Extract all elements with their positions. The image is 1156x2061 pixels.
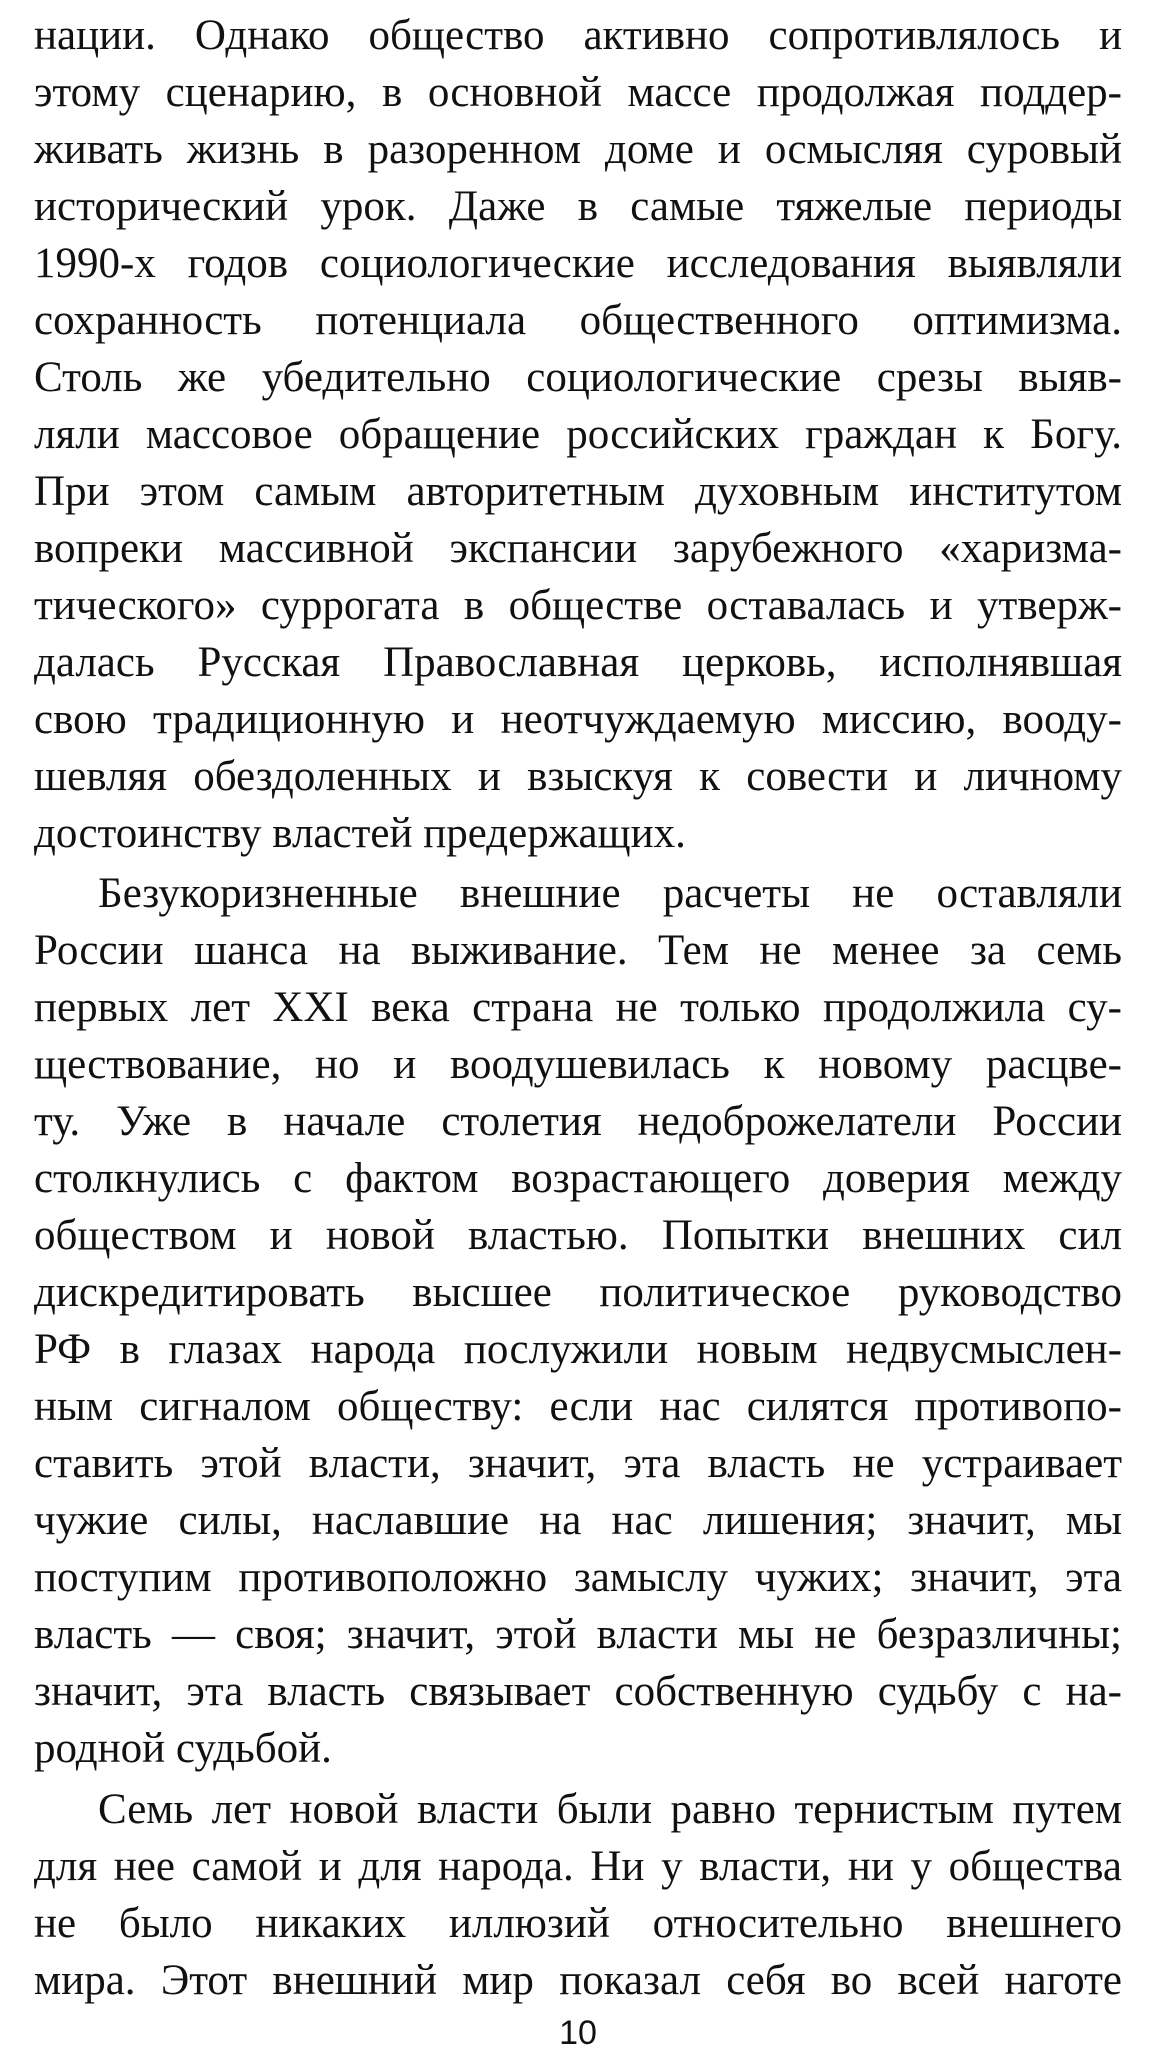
text-line: тического» суррогата в обществе оставалась и утверж- [34, 582, 1122, 629]
text-line: не было никаких иллюзий относительно внешнего [34, 1900, 1122, 1947]
document-page [34, 8, 1122, 2052]
text-line: России шанса на выживание. Тем не менее за семь [34, 927, 1122, 974]
page-number: 10 [559, 2014, 597, 2052]
text-line: ту. Уже в начале столетия недоброжелатели России [34, 1098, 1122, 1145]
text-line: чужие силы, наславшие на нас лишения; значит, мы [34, 1497, 1122, 1544]
text-line: сохранность потенциала общественного оптимизма. [34, 297, 1122, 344]
text-line: мира. Этот внешний мир показал себя во всей наготе [34, 1957, 1122, 2004]
text-line: родной судьбой. [34, 1725, 332, 1772]
text-line: Семь лет новой власти были равно тернистым путем [98, 1786, 1122, 1833]
text-line: достоинству властей предержащих. [34, 810, 686, 857]
text-line: первых лет XXI века страна не только продолжила су- [34, 984, 1122, 1031]
text-line: поступим противоположно замыслу чужих; значит, эта [34, 1554, 1122, 1601]
text-line: этому сценарию, в основной массе продолжая поддер- [34, 69, 1122, 116]
text-line: нации. Однако общество активно сопротивлялось и [34, 12, 1122, 59]
text-line: ляли массовое обращение российских граждан к Богу. [34, 411, 1122, 458]
text-line: далась Русская Православная церковь, исполнявшая [34, 639, 1122, 686]
text-line: шевляя обездоленных и взыскуя к совести и личному [34, 753, 1122, 800]
text-line: Безукоризненные внешние расчеты не оставляли [98, 870, 1122, 917]
text-line: ным сигналом обществу: если нас силятся противопо- [34, 1383, 1122, 1430]
text-line: столкнулись с фактом возрастающего доверия между [34, 1155, 1122, 1202]
text-line: значит, эта власть связывает собственную судьбу с на- [34, 1668, 1122, 1715]
text-line: ществование, но и воодушевилась к новому расцве- [34, 1041, 1122, 1088]
text-line: вопреки массивной экспансии зарубежного «харизма- [34, 525, 1122, 572]
text-line: исторический урок. Даже в самые тяжелые периоды [34, 183, 1122, 230]
text-line: власть — своя; значит, этой власти мы не безразличны; [34, 1611, 1122, 1658]
text-line: РФ в глазах народа послужили новым недвусмыслен- [34, 1326, 1122, 1373]
text-line: Столь же убедительно социологические срезы выяв- [34, 354, 1122, 401]
text-line: дискредитировать высшее политическое руководство [34, 1269, 1122, 1316]
text-line: свою традиционную и неотчуждаемую миссию, вооду- [34, 696, 1122, 743]
text-line: для нее самой и для народа. Ни у власти, ни у общества [34, 1843, 1122, 1890]
text-line: обществом и новой властью. Попытки внешних сил [34, 1212, 1122, 1259]
text-line: При этом самым авторитетным духовным институтом [34, 468, 1122, 515]
text-line: живать жизнь в разоренном доме и осмысляя суровый [34, 126, 1122, 173]
text-line: ставить этой власти, значит, эта власть не устраивает [34, 1440, 1122, 1487]
text-line: 1990-х годов социологические исследования выявляли [34, 240, 1122, 287]
